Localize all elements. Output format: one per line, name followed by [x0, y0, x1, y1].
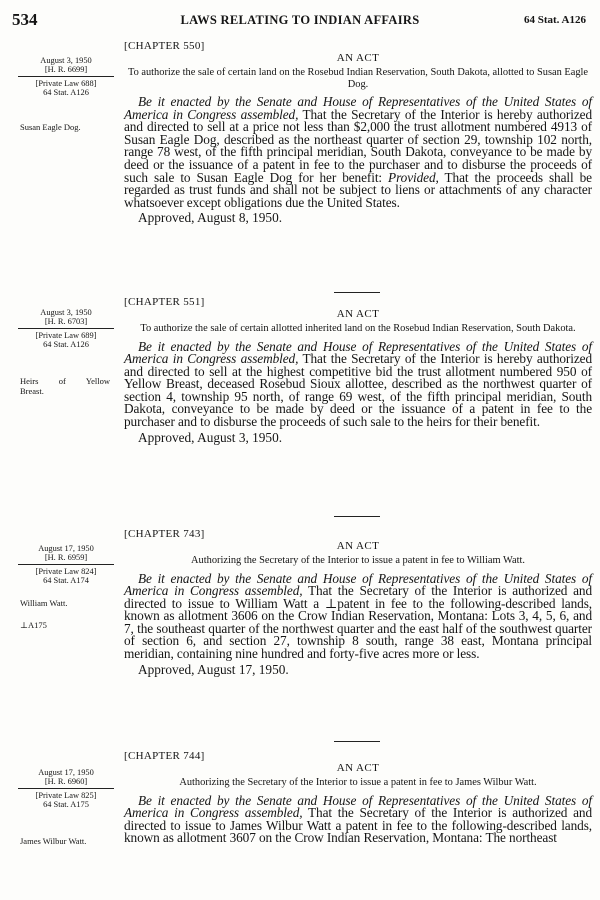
section-divider	[334, 516, 380, 517]
margin-citation	[12, 544, 120, 585]
margin-private-law: [Private Law 825]	[35, 791, 97, 800]
margin-date: August 3, 1950	[40, 308, 92, 317]
act-label: AN ACT	[336, 540, 380, 552]
page-number: 534	[12, 10, 38, 29]
act-purpose: Authorizing the Secretary of the Interior to issue a patent in fee to James Wilbur Watt.	[179, 777, 537, 788]
act-body	[124, 338, 592, 430]
body-text-part1: That the Secretary of the Interior is authorized and directed to issue to William Watt a	[124, 583, 592, 611]
margin-date: August 17, 1950	[38, 544, 94, 553]
act-body	[124, 570, 592, 662]
act-body	[124, 792, 592, 846]
act-label: AN ACT	[336, 52, 380, 64]
section-divider	[334, 292, 380, 293]
margin-private-law: [Private Law 689]	[35, 331, 97, 340]
approved-date: Approved, August 3, 1950.	[138, 429, 283, 445]
margin-stat: 64 Stat. A174	[43, 576, 89, 585]
margin-private-law: [Private Law 824]	[35, 567, 97, 576]
chapter-number: [CHAPTER 551]	[124, 296, 205, 308]
enacting-clause: Be it enacted by the Senate and House of Representatives of the United States of America in Congress assembled,	[124, 570, 592, 599]
page-header	[10, 10, 590, 30]
body-text-part1: That the Secretary of the Interior is hereby authorized and directed to sell at a price not less than $2,000 the trust allotment numbered 4913 of Susan Eagle Dog, described as the northeast quarter of section 29, township 102 north, range 78 west, of the fifth principal meridian, South Dakota, conveyance to be made by deed or the issuance of a patent in fee to the purchaser and to disburse the proceeds of such sale to Susan Eagle Dog for her benefit:	[124, 106, 592, 185]
margin-bill: [H. R. 6703]	[44, 317, 88, 326]
running-title: LAWS RELATING TO INDIAN AFFAIRS	[180, 13, 420, 27]
proviso: Provided,	[388, 169, 439, 185]
approved-date: Approved, August 17, 1950.	[138, 661, 289, 677]
body-text: That the Secretary of the Interior is hereby authorized and directed to sell at the highest competitive bid the trust allotment numbered 950 of Yellow Breast, deceased Rosebud Sioux allottee, described as the northwest quarter of section 4, township 95 north, of range 69 west, of the fifth principal meridian, South Dakota, conveyance to be made by deed or the issuance of a patent in fee to the purchaser and to disburse the proceeds of such sale to the heirs for their benefit.	[124, 351, 592, 430]
section-divider	[334, 741, 380, 742]
enacting-clause: Be it enacted by the Senate and House of Representatives of the United States of America in Congress assembled,	[124, 792, 592, 821]
act-label: AN ACT	[336, 762, 380, 774]
margin-rule	[18, 328, 114, 329]
margin-note: James Wilbur Watt.	[20, 836, 87, 846]
margin-rule	[18, 788, 114, 789]
act-purpose: To authorize the sale of certain land on the Rosebud Indian Reservation, South Dakota, allotted to Susan Eagle Dog.	[127, 67, 589, 90]
margin-date: August 17, 1950	[38, 768, 94, 777]
margin-stat: 64 Stat. A126	[43, 340, 89, 349]
page-break-marker: ⊥A175	[20, 620, 47, 630]
stat-reference: 64 Stat. A126	[523, 14, 586, 26]
act-text	[124, 40, 592, 225]
approved-date: Approved, August 8, 1950.	[138, 210, 283, 226]
margin-rule	[18, 76, 114, 77]
margin-citation	[12, 56, 120, 97]
body-text-part2: That the proceeds shall be regarded as trust funds and shall not be subject to liens or attachments of any character whatsoever except obligations due the United States.	[124, 169, 592, 210]
margin-note-line2: Breast.	[20, 386, 44, 396]
margin-note: Susan Eagle Dog.	[20, 122, 81, 132]
margin-private-law: [Private Law 688]	[35, 79, 97, 88]
margin-date: August 3, 1950	[40, 56, 92, 65]
act-text	[124, 296, 592, 445]
margin-note-line1: Heirs of Yellow	[20, 376, 110, 386]
act-purpose: Authorizing the Secretary of the Interior to issue a patent in fee to William Watt.	[191, 555, 525, 566]
margin-citation	[12, 308, 120, 349]
margin-bill: [H. R. 6699]	[44, 65, 88, 74]
chapter-number: [CHAPTER 550]	[124, 40, 205, 52]
margin-stat: 64 Stat. A175	[43, 800, 89, 809]
body-text: That the Secretary of the Interior is authorized and directed to issue to James Wilbur Watt a patent in fee to the following-described lands, known as allotment 3607 on the Crow Indian Reservation, Montana: The northeast	[124, 805, 592, 846]
enacting-clause: Be it enacted by the Senate and House of Representatives of the United States of America in Congress assembled,	[124, 338, 592, 367]
margin-rule	[18, 564, 114, 565]
act-text	[124, 528, 592, 677]
margin-bill: [H. R. 6960]	[44, 777, 88, 786]
chapter-number: [CHAPTER 743]	[124, 528, 205, 540]
inline-page-marker: ⊥	[324, 595, 338, 611]
margin-stat: 64 Stat. A126	[43, 88, 89, 97]
act-body	[124, 96, 592, 209]
body-text-part2: patent in fee to the following-described lands, known as allotment 3606 on the Crow Indian Reservation, Montana: Lots 3, 4, 5, 6, and 7, the southeast quarter of the northwest quarter and the east half of the southwest quarter of section 6, and section 27, township 8 south, range 38 east, Montana principal meridian, containing nine hundred and forty-five acres more or less.	[124, 595, 592, 662]
enacting-clause: Be it enacted by the Senate and House of Representatives of the United States of America in Congress assembled,	[124, 94, 592, 122]
margin-bill: [H. R. 6959]	[44, 553, 88, 562]
act-purpose: To authorize the sale of certain allotted inherited land on the Rosebud Indian Reservation, South Dakota.	[140, 323, 576, 334]
act-text	[124, 750, 592, 845]
margin-citation	[12, 768, 120, 809]
act-label: AN ACT	[336, 308, 380, 320]
margin-note: William Watt.	[20, 598, 68, 608]
chapter-number: [CHAPTER 744]	[124, 750, 205, 762]
